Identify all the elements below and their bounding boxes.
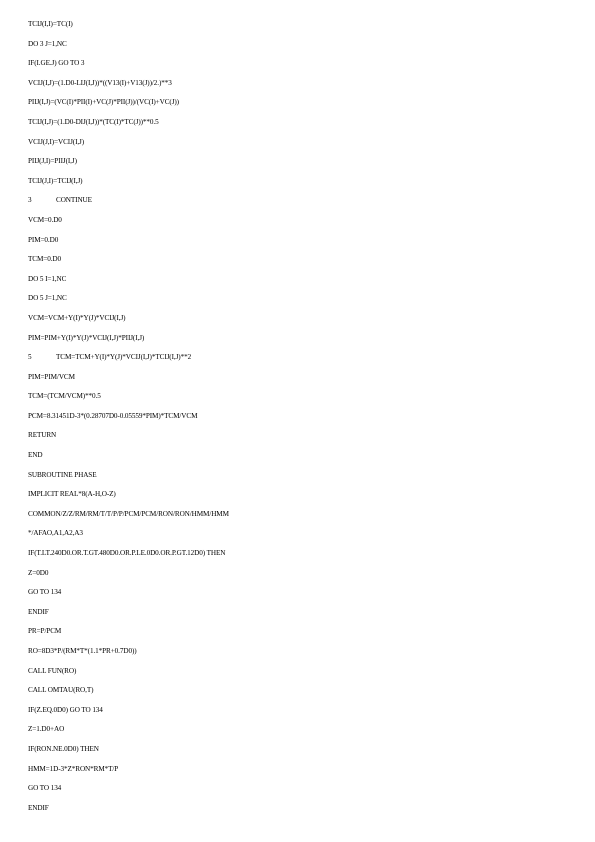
code-text: PR=P/PCM [28,627,62,636]
code-line [28,488,573,508]
code-text: Z=0D0 [28,568,49,577]
code-line [28,429,573,449]
code-line [28,704,573,724]
code-text: END [28,451,43,460]
code-text: PCM=8.31451D-3*(0.28707D0-0.05559*PIM)*TCM/VCM [28,411,198,420]
code-line [28,57,573,77]
code-text: TCM=(TCM/VCM)**0.5 [28,392,101,401]
code-line [28,77,573,97]
code-line [28,371,573,391]
code-line [28,351,573,371]
code-text: TCM=0.D0 [28,255,62,264]
code-line [28,332,573,352]
code-line [28,234,573,254]
code-line [28,449,573,469]
code-line [28,547,573,567]
code-line [28,527,573,547]
code-text: CONTINUE [56,196,92,205]
code-line [28,625,573,645]
code-line [28,723,573,743]
code-text: PIM=0.D0 [28,235,59,244]
code-line [28,38,573,58]
code-line [28,782,573,802]
code-text: GO TO 134 [28,588,62,597]
code-text: Z=1.D0+AO [28,725,65,734]
code-text: VCIJ(J,I)=VCIJ(I,J) [28,137,85,146]
code-line [28,214,573,234]
code-line [28,18,573,38]
code-line [28,684,573,704]
code-text: IF(T.LT.240D0.OR.T.GT.480D0.OR.P.LE.0D0.OR.P.GT.12D0) THEN [28,549,226,558]
code-text: VCM=VCM+Y(I)*Y(J)*VCIJ(I,J) [28,313,126,322]
code-text: DO 5 J=1,NC [28,294,67,303]
code-text: IF(Z.EQ.0D0) GO TO 134 [28,705,103,714]
code-text: PIIJ(J,I)=PIIJ(I,J) [28,157,77,166]
code-line [28,665,573,685]
code-text: IMPLICIT REAL*8(A-H,O-Z) [28,490,116,499]
code-line [28,390,573,410]
code-text: VCM=0.D0 [28,215,62,224]
code-text: COMMON/Z/Z/RM/RM/T/T/P/P/PCM/PCM/RON/RON/HMM/HMM [28,509,229,518]
code-line [28,743,573,763]
code-line [28,175,573,195]
code-line [28,567,573,587]
code-text: RO=8D3*P/(RM*T*(1.1*PR+0.7D0)) [28,647,137,655]
statement-label: 3 [28,196,32,205]
code-text: PIIJ(I,J)=(VC(I)*PII(I)+VC(J)*PII(J))/(VC(I)+VC(J)) [28,98,179,107]
code-line [28,194,573,214]
code-text: RETURN [28,431,57,440]
code-line [28,155,573,175]
code-text: SUBROUTINE PHASE [28,470,97,479]
code-text: TCIJ(I,I)=TC(I) [28,20,73,28]
code-text: DO 5 I=1,NC [28,274,67,283]
code-line [28,410,573,430]
code-line [28,586,573,606]
code-line [28,136,573,156]
code-text: PIM=PIM+Y(I)*Y(J)*VCIJ(I,J)*PIIJ(I,J) [28,333,145,342]
code-text: IF(I.GE.J) GO TO 3 [28,59,85,68]
code-line [28,273,573,293]
statement-label: 5 [28,353,32,362]
code-text: ENDIF [28,803,49,812]
code-text: CALL OMTAU(RO,T) [28,686,94,695]
code-line [28,96,573,116]
code-line [28,469,573,489]
code-line [28,292,573,312]
fortran-code-listing [28,18,573,821]
code-text: CALL FUN(RO) [28,666,77,675]
code-text: TCIJ(I,J)=(1.D0-DIJ(I,J))*(TC(I)*TC(J))**0.5 [28,117,159,126]
code-line [28,116,573,136]
code-line [28,763,573,783]
code-line [28,312,573,332]
code-text: TCIJ(J,I)=TCIJ(I,J) [28,176,83,185]
code-line [28,645,573,665]
code-text: GO TO 134 [28,784,62,793]
code-text: */AFAO,A1,A2,A3 [28,529,83,538]
code-text: ENDIF [28,607,49,616]
code-line [28,606,573,626]
code-text: PIM=PIM/VCM [28,372,75,381]
code-line [28,802,573,822]
code-text: HMM=1D-3*Z*RON*RM*T/P [28,764,119,773]
code-text: VCIJ(I,J)=(1.D0-LIJ(I,J))*((V13(I)+V13(J))/2.)**3 [28,78,172,87]
code-line [28,253,573,273]
code-text: IF(RON.NE.0D0) THEN [28,744,99,753]
code-line [28,508,573,528]
code-text: TCM=TCM+Y(I)*Y(J)*VCIJ(I,J)*TCIJ(I,J)**2 [56,353,192,362]
code-text: DO 3 J=1,NC [28,39,67,48]
